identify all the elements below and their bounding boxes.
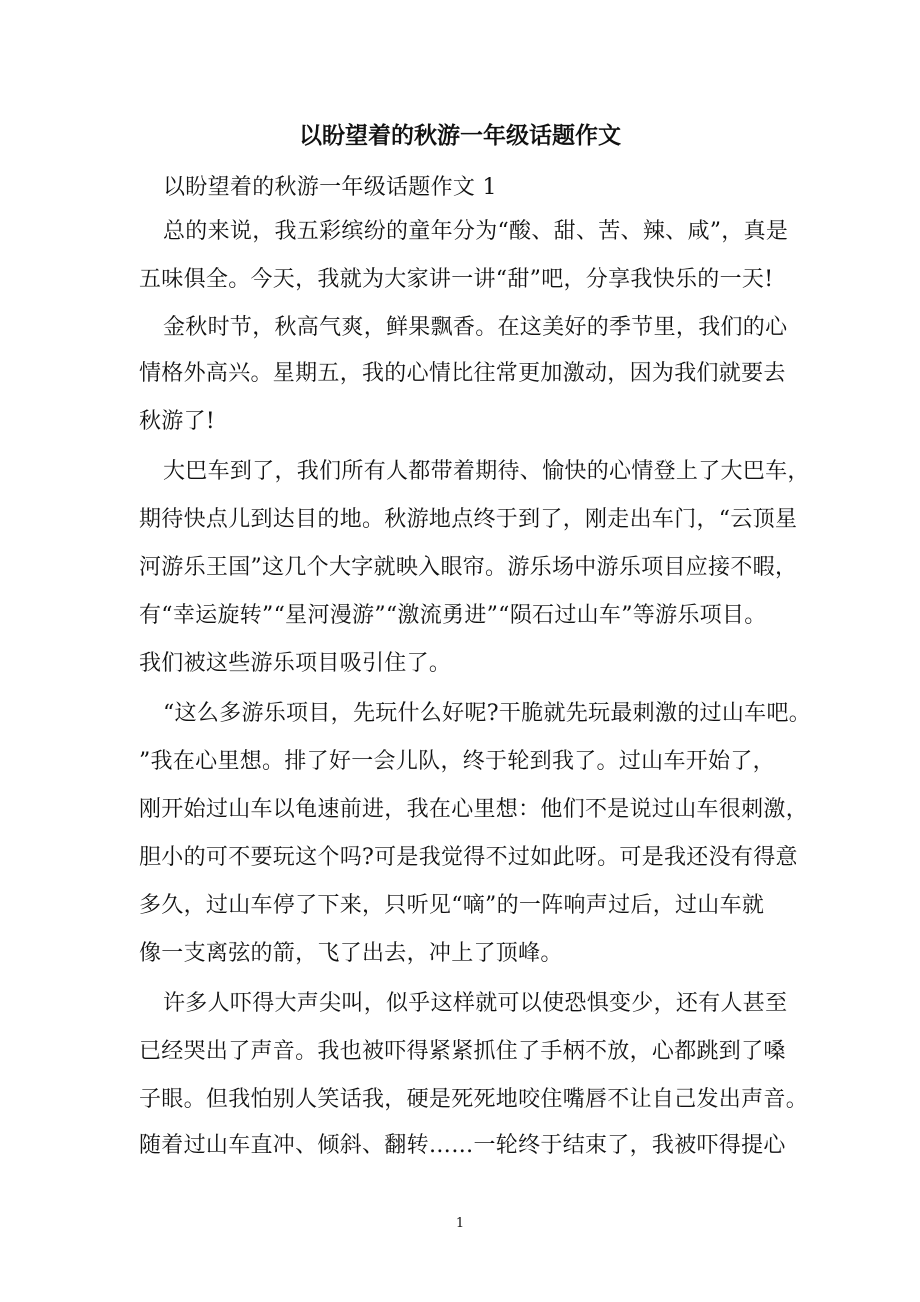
paragraph-line: 许多人吓得大声尖叫，似乎这样就可以使恐惧变少，还有人甚至 <box>163 991 788 1016</box>
paragraph-line: 金秋时节，秋高气爽，鲜果飘香。在这美好的季节里，我们的心 <box>163 315 788 340</box>
paragraph-line: 我们被这些游乐项目吸引住了。 <box>139 651 452 676</box>
page-number: 1 <box>455 1216 465 1231</box>
paragraph-line: 像一支离弦的箭，飞了出去，冲上了顶峰。 <box>139 941 563 966</box>
document-title: 以盼望着的秋游一年级话题作文 <box>299 122 621 149</box>
paragraph-line: 随着过山车直冲、倾斜、翻转……一轮终于结束了，我被吓得提心 <box>139 1133 786 1158</box>
paragraph-line: 多久，过山车停了下来，只听见“嘀”的一阵响声过后，过山车就 <box>139 893 765 918</box>
paragraph-line: 总的来说，我五彩缤纷的童年分为“酸、甜、苦、辣、咸”，真是 <box>163 219 789 244</box>
paragraph-line: 期待快点儿到达目的地。秋游地点终于到了，刚走出车门，“云顶星 <box>139 507 798 532</box>
paragraph-line: 大巴车到了，我们所有人都带着期待、愉快的心情登上了大巴车， <box>163 459 810 484</box>
paragraph-line: 秋游了! <box>139 409 216 434</box>
paragraph-line: 情格外高兴。星期五，我的心情比往常更加激动，因为我们就要去 <box>139 361 786 386</box>
paragraph-line: 胆小的可不要玩这个吗?可是我觉得不过如此呀。可是我还没有得意 <box>139 845 798 870</box>
paragraph-line: ”我在心里想。排了好一会儿队，终于轮到我了。过山车开始了， <box>139 749 775 774</box>
paragraph-line: 五味俱全。今天，我就为大家讲一讲“甜”吧，分享我快乐的一天! <box>139 267 774 292</box>
paragraph-line: 有“幸运旋转”“星河漫游”“激流勇进”“陨石过山车”等游乐项目。 <box>139 603 767 628</box>
subtitle-line: 以盼望着的秋游一年级话题作文 1 <box>163 175 497 200</box>
paragraph-line: “这么多游乐项目，先玩什么好呢?干脆就先玩最刺激的过山车吧。 <box>163 701 812 726</box>
paragraph-line: 已经哭出了声音。我也被吓得紧紧抓住了手柄不放，心都跳到了嗓 <box>139 1039 786 1064</box>
paragraph-line: 子眼。但我怕别人笑话我，硬是死死地咬住嘴唇不让自己发出声音。 <box>139 1087 809 1112</box>
paragraph-line: 刚开始过山车以龟速前进，我在心里想：他们不是说过山车很刺激， <box>139 797 809 822</box>
paragraph-line: 河游乐王国”这几个大字就映入眼帘。游乐场中游乐项目应接不暇， <box>139 555 798 580</box>
